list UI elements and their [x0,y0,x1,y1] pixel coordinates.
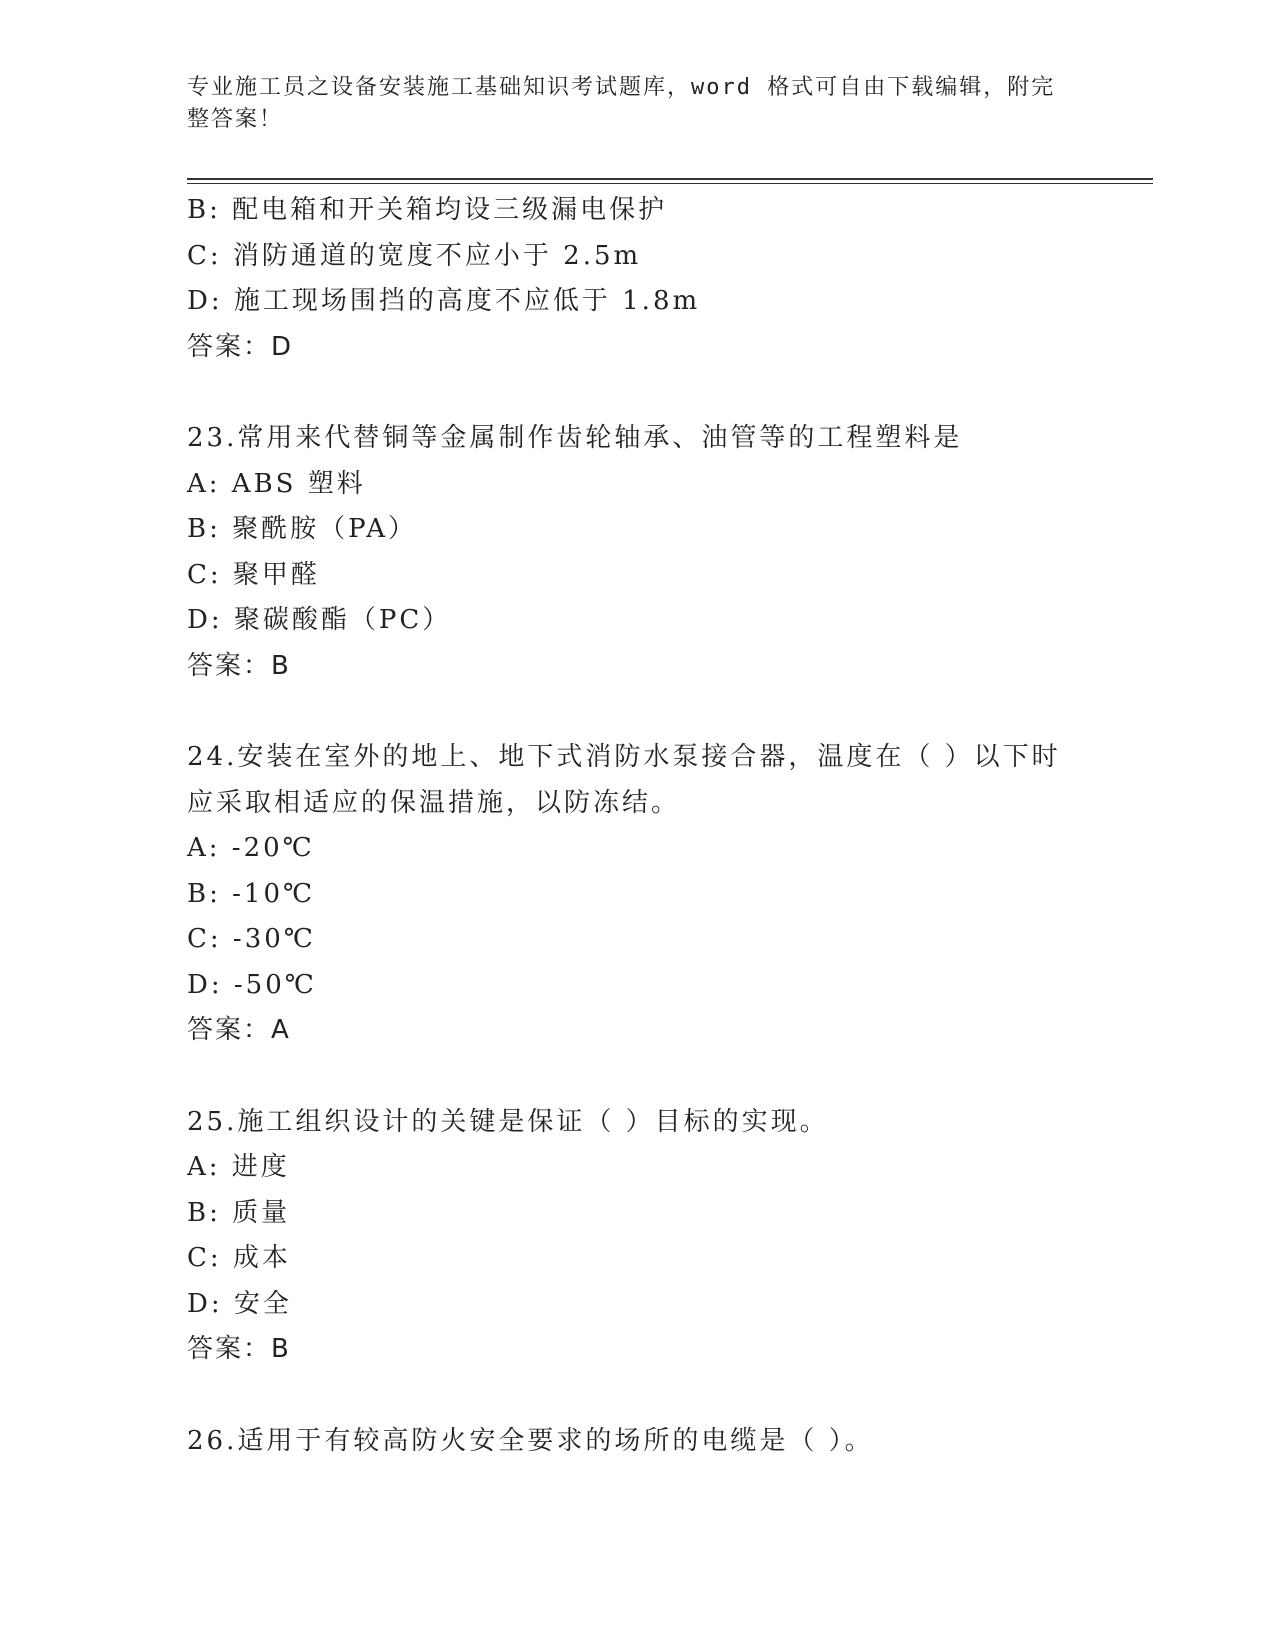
option-c: C: -30℃ [187,924,316,954]
header-rule-thin [187,183,1153,184]
option-d: D: 安全 [187,1288,292,1319]
question-stem: 23.常用来代替铜等金属制作齿轮轴承、油管等的工程塑料是 [187,423,963,453]
answer-line: 答案：A [187,1015,291,1045]
answer-line: 答案：B [187,1334,291,1364]
question-25 [187,1100,1067,1373]
option-c: C: 消防通道的宽度不应小于 2.5m [187,240,642,271]
question-24 [187,735,1067,1054]
option-d: D: -50℃ [187,969,317,1000]
question-stem: 24.安装在室外的地上、地下式消防水泵接合器，温度在（ ）以下时应采取相适应的保温措施，以防冻结。 [187,742,1061,818]
option-b: B: 质量 [187,1197,291,1228]
question-stem: 25.施工组织设计的关键是保证（ ）目标的实现。 [187,1106,829,1137]
option-c: C: 成本 [187,1243,291,1273]
question-stem: 26.适用于有较高防火安全要求的场所的电缆是（ ）。 [187,1425,874,1456]
answer-line: 答案：D [187,331,294,362]
option-a: A: ABS 塑料 [187,468,366,499]
question-26 [187,1419,1067,1465]
header-rule-thick [187,178,1153,180]
question-list [187,188,1067,1464]
option-a: A: 进度 [187,1152,290,1182]
option-b: B: 配电箱和开关箱均设三级漏电保护 [187,195,668,225]
option-d: D: 聚碳酸酯（PC） [187,605,452,635]
option-a: A: -20℃ [187,833,315,863]
answer-line: 答案：B [187,650,291,681]
question-23 [187,416,1067,689]
option-b: B: -10℃ [187,878,316,909]
option-b: B: 聚酰胺（PA） [187,514,418,544]
option-c: C: 聚甲醛 [187,559,320,590]
question-22-tail [187,188,1067,370]
option-d: D: 施工现场围挡的高度不应低于 1.8m [187,286,701,316]
document-header: 专业施工员之设备安装施工基础知识考试题库，word 格式可自由下载编辑，附完整答案！ [187,75,1056,132]
